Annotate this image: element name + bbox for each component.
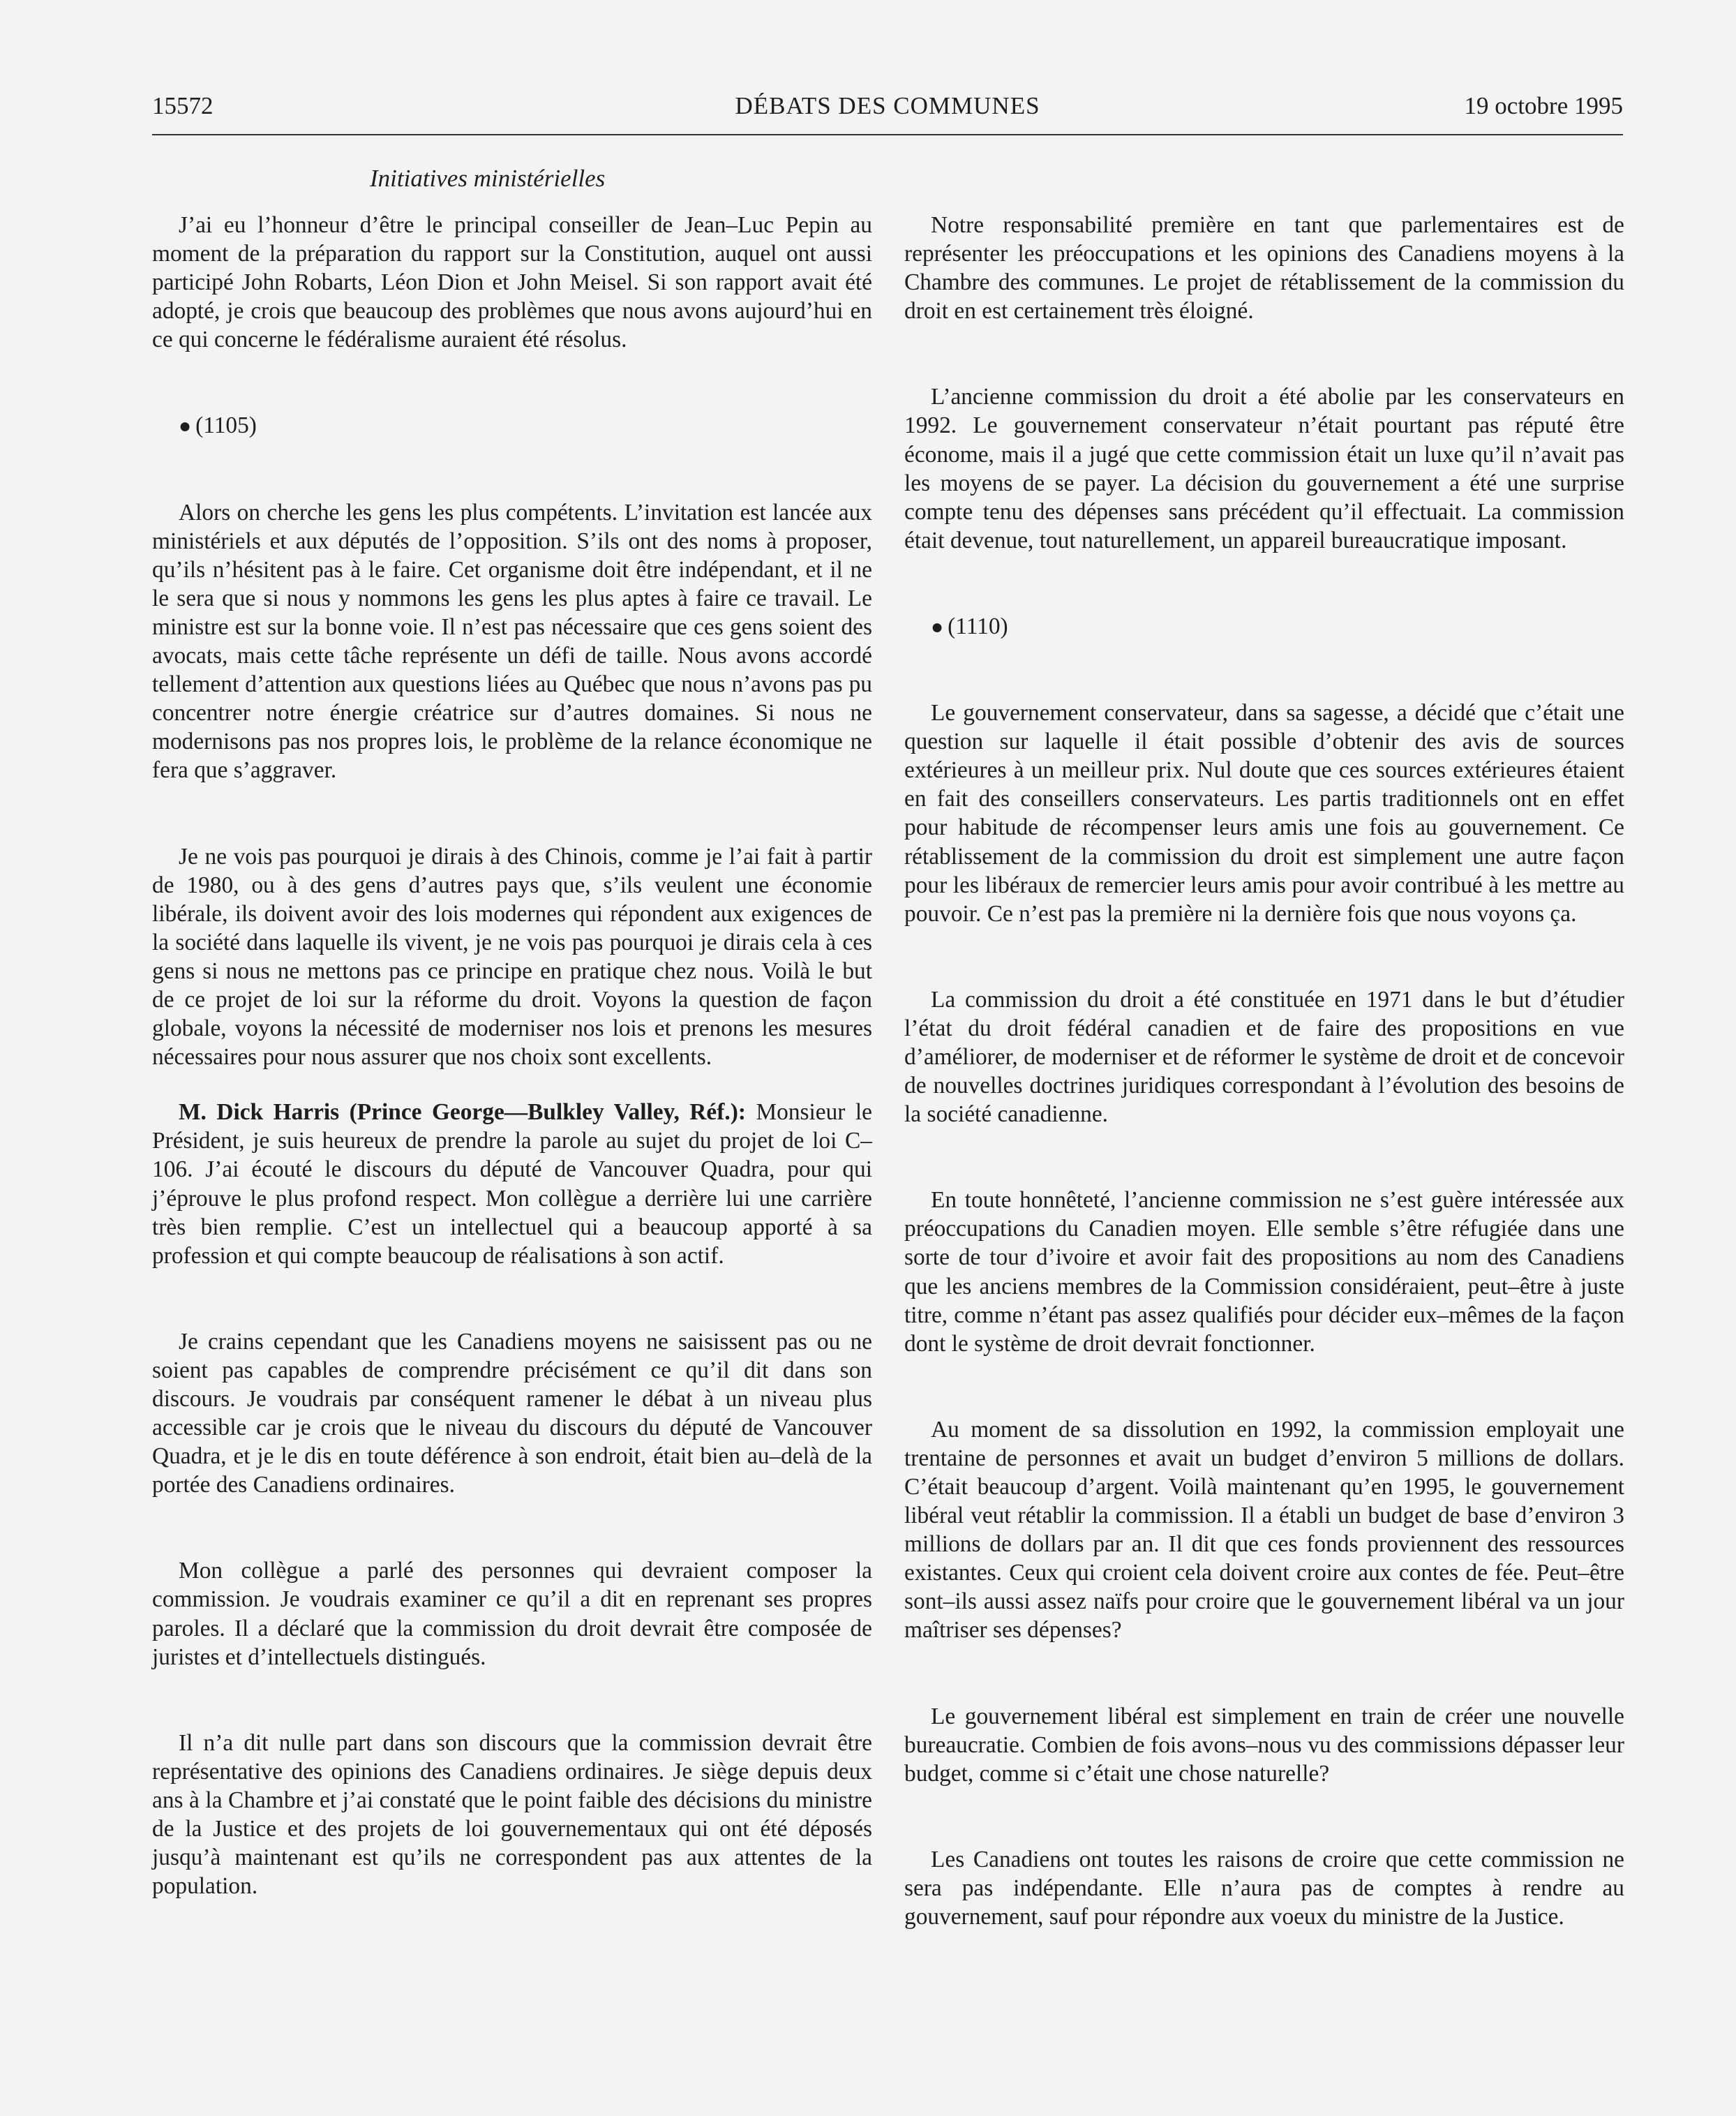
page-header bbox=[152, 92, 1623, 131]
paragraph: Alors on cherche les gens les plus compétents. L’invitation est lancée aux ministériels et aux députés de l’opposition. S’ils ont des noms à proposer, qu’ils n’hésitent pas à le faire. Cet organisme doit être indépendant, et il ne le sera que si nous y nommons les gens les plus aptes à faire ce travail. Le ministre est sur la bonne voie. Il n’est pas nécessaire que ces gens soient des avocats, mais cette tâche représente un défi de taille. Nous avons accordé tellement d’attention aux questions liées au Québec que nous n’avons pas pu concentrer notre énergie créatrice sur d’autres domaines. Si nous ne modernisons pas nos propres lois, le problème de la relance économique ne fera que s’aggraver. bbox=[152, 499, 872, 784]
paragraph: En toute honnêteté, l’ancienne commission ne s’est guère intéressée aux préoccupations du Canadien moyen. Elle semble s’être réfugiée dans une sorte de tour d’ivoire et avoir fait des propositions au nom des Canadiens que les anciens membres de la Commission considéraient, peut–être à juste titre, comme n’étant pas assez qualifiés pour décider eux–mêmes de la façon dont le système de droit devrait fonctionner. bbox=[904, 1187, 1624, 1357]
paragraph: Au moment de sa dissolution en 1992, la commission employait une trentaine de personnes et avait un budget d’environ 5 millions de dollars. C’était beaucoup d’argent. Voilà maintenant qu’en 1995, le gouvernement libéral veut rétablir la commission. Il a établi un budget de base d’environ 3 millions de dollars par an. Il dit que ces fonds proviennent des ressources existantes. Ceux qui croient cela doivent croire aux contes de fée. Peut–être sont–ils aussi assez naïfs pour croire que le gouvernement libéral va un jour maîtriser ses dépenses? bbox=[904, 1416, 1624, 1644]
paragraph: Notre responsabilité première en tant que parlementaires est de représenter les préoccupations et les opinions des Canadiens moyens à la Chambre des communes. Le projet de rétablissement de la commission du droit en est certainement très éloigné. bbox=[904, 212, 1624, 325]
bullet-icon: ● bbox=[179, 415, 192, 438]
time-marker-label: (1110) bbox=[948, 613, 1008, 639]
right-column bbox=[904, 211, 1624, 1931]
page-number: 15572 bbox=[152, 92, 214, 119]
speaker-name: M. Dick Harris (Prince George—Bulkley Valley, Réf.): bbox=[179, 1099, 746, 1126]
paragraph: J’ai eu l’honneur d’être le principal conseiller de Jean–Luc Pepin au moment de la préparation du rapport sur la Constitution, auquel ont aussi participé John Robarts, Léon Dion et John Meisel. Si son rapport avait été adopté, je crois que beaucoup des problèmes que nous avons aujourd’hui en ce qui concerne le fédéralisme auraient été résolus. bbox=[152, 212, 872, 353]
publication-title: DÉBATS DES COMMUNES bbox=[735, 92, 1040, 119]
paragraph: Le gouvernement libéral est simplement en train de créer une nouvelle bureaucratie. Combien de fois avons–nous vu des commissions dépasser leur budget, comme si c’était une chose naturelle? bbox=[904, 1703, 1624, 1787]
paragraph: L’ancienne commission du droit a été abolie par les conservateurs en 1992. Le gouvernement conservateur n’était pourtant pas réputé être économe, mais il a jugé que cette commission était un luxe qu’il n’avait pas les moyens de se payer. La décision du gouvernement a été une surprise compte tenu des dépenses sans précédent qu’il effectuait. La commission était devenue, tout naturellement, un appareil bureaucratique imposant. bbox=[904, 384, 1624, 553]
time-marker bbox=[152, 411, 872, 440]
bullet-icon: ● bbox=[931, 615, 944, 639]
time-marker-label: (1105) bbox=[195, 412, 257, 439]
publication-date: 19 octobre 1995 bbox=[1464, 92, 1623, 119]
paragraph: Le gouvernement conservateur, dans sa sagesse, a décidé que c’était une question sur laquelle il était possible d’obtenir des avis de sources extérieures à un meilleur prix. Nul doute que ces sources extérieures étaient en fait des conseillers conservateurs. Les partis traditionnels ont en effet pour habitude de récompenser leurs amis une fois au gouvernement. Ce rétablissement de la commission du droit est simplement une autre façon pour les libéraux de remercier leurs amis pour avoir contribué à les mettre au pouvoir. Ce n’est pas la première ni la dernière fois que nous voyons ça. bbox=[904, 700, 1624, 927]
time-marker bbox=[904, 612, 1624, 641]
header-rule bbox=[152, 134, 1623, 135]
paragraph: Il n’a dit nulle part dans son discours que la commission devrait être représentative des opinions des Canadiens ordinaires. Je siège depuis deux ans à la Chambre et j’ai constaté que le point faible des décisions du ministre de la Justice et des projets de loi gouvernementaux qui ont été déposés jusqu’à maintenant est qu’ils ne correspondent pas aux attentes de la population. bbox=[152, 1729, 872, 1900]
paragraph: Mon collègue a parlé des personnes qui devraient composer la commission. Je voudrais examiner ce qu’il a dit en reprenant ses propres paroles. Il a déclaré que la commission du droit devrait être composée de juristes et d’intellectuels distingués. bbox=[152, 1558, 872, 1670]
speech-text: Monsieur le Président, je suis heureux de prendre la parole au sujet du projet de loi C–106. J’ai écouté le discours du député de Vancouver Quadra, pour qui j’éprouve le plus profond respect. Mon collègue a derrière lui une carrière très bien remplie. C’est un intellectuel qui a beaucoup apporté à sa profession et qui compte beaucoup de réalisations à son actif. bbox=[152, 1099, 872, 1269]
paragraph: Je ne vois pas pourquoi je dirais à des Chinois, comme je l’ai fait à partir de 1980, ou à des gens d’autres pays que, s’ils veulent une économie libérale, ils doivent avoir des lois modernes qui répondent aux exigences de la société dans laquelle ils vivent, je ne vois pas pourquoi je dirais cela à ces gens si nous ne mettons pas ce principe en pratique chez nous. Voilà le but de ce projet de loi sur la réforme du droit. Voyons la question de façon globale, voyons la nécessité de moderniser nos lois et prenons les mesures nécessaires pour nous assurer que nos choix sont excellents. bbox=[152, 843, 872, 1071]
left-column bbox=[152, 211, 872, 1900]
paragraph: Je crains cependant que les Canadiens moyens ne saisissent pas ou ne soient pas capables de comprendre précisément ce qu’il dit dans son discours. Je voudrais par conséquent ramener le débat à un niveau plus accessible car je crois que le niveau du discours du député de Vancouver Quadra, et je le dis en toute déférence à son endroit, était bien au–delà de la portée des Canadiens ordinaires. bbox=[152, 1328, 872, 1498]
paragraph: La commission du droit a été constituée en 1971 dans le but d’étudier l’état du droit fédéral canadien et de faire des propositions en vue d’améliorer, de moderniser et de réformer le système de droit et de concevoir de nouvelles doctrines juridiques correspondant à l’évolution des besoins de la société canadienne. bbox=[904, 986, 1624, 1128]
speaker-paragraph bbox=[152, 1098, 872, 1270]
paragraph: Les Canadiens ont toutes les raisons de croire que cette commission ne sera pas indépendante. Elle n’aura pas de comptes à rendre au gouvernement, sauf pour répondre aux voeux du ministre de la Justice. bbox=[904, 1846, 1624, 1930]
section-title: Initiatives ministérielles bbox=[370, 165, 606, 192]
